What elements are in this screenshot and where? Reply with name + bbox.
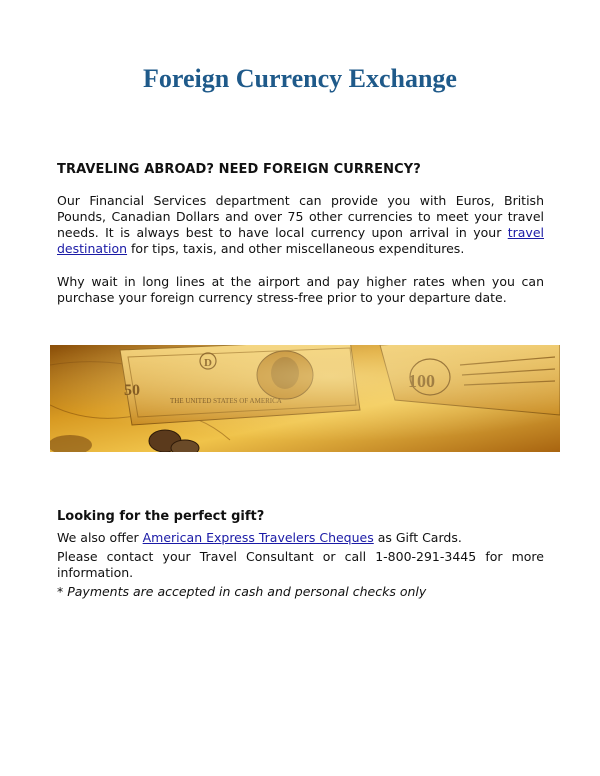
intro-text-end: for tips, taxis, and other miscellaneous expenditures. <box>127 241 465 256</box>
currency-photo-art <box>50 345 560 452</box>
amex-cheques-link[interactable]: American Express Travelers Cheques <box>142 530 374 545</box>
currency-photo <box>50 345 560 452</box>
travel-destination-link[interactable]: travel destination <box>57 225 544 256</box>
intro-paragraph <box>57 193 544 257</box>
gift-offer-line <box>57 530 462 546</box>
intro-text-start: Our Financial Services department can provide you with Euros, British Pounds, Canadian Dollars and over 75 other currencies to meet your travel needs. It is always best to have local currency upon arrival in your <box>57 193 544 240</box>
gift-offer-end: as Gift Cards. <box>373 530 462 545</box>
contact-paragraph: Please contact your Travel Consultant or call 1-800-291-3445 for more information. <box>57 549 544 580</box>
section-heading: TRAVELING ABROAD? NEED FOREIGN CURRENCY? <box>57 162 421 177</box>
gift-heading: Looking for the perfect gift? <box>57 509 265 524</box>
page-title: Foreign Currency Exchange <box>143 64 457 93</box>
airport-paragraph: Why wait in long lines at the airport and pay higher rates when you can purchase your foreign currency stress-free prior to your departure date. <box>57 274 544 305</box>
gift-offer-start: We also offer <box>57 530 143 545</box>
payment-note: * Payments are accepted in cash and personal checks only <box>57 584 427 599</box>
